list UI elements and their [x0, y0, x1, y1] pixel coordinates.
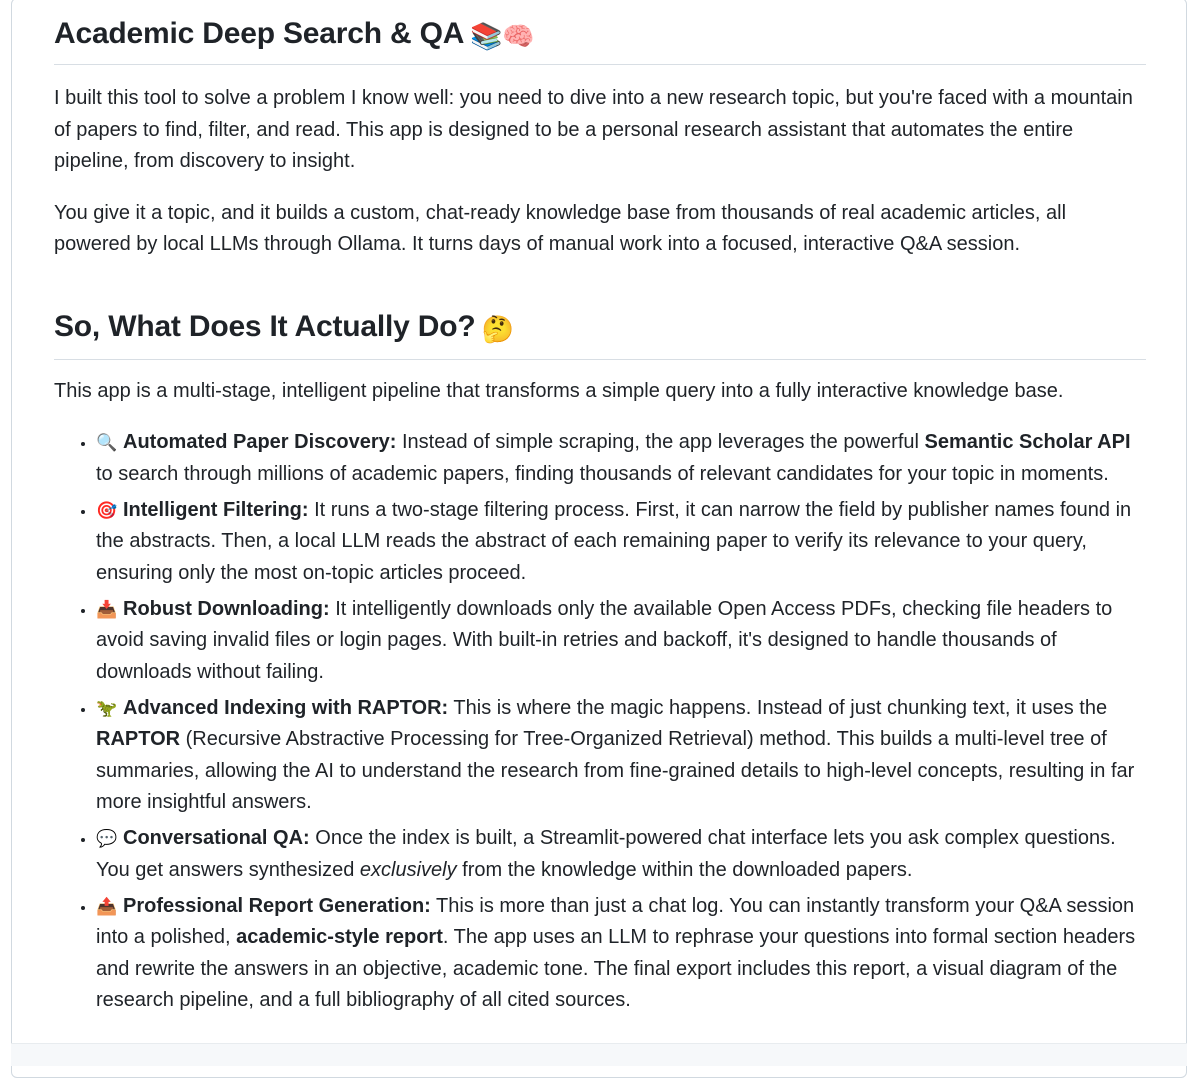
feature-title: Conversational QA:: [123, 827, 310, 849]
feature-title: Robust Downloading:: [123, 597, 330, 620]
books-brain-emoji-icon: 📚🧠: [470, 21, 535, 51]
feature-text: Once the index is built, a Streamlit-powered chat interface lets you ask complex questions. You get answers synthesized: [96, 827, 1116, 881]
list-item-filtering: [96, 495, 1146, 590]
feature-italic: exclusively: [359, 858, 457, 881]
speech-bubble-icon: 💬: [96, 829, 118, 848]
list-item-raptor-indexing: [96, 693, 1146, 819]
feature-emphasis: Semantic Scholar API: [924, 431, 1131, 453]
inbox-tray-icon: 📥: [96, 599, 118, 619]
list-item-report-generation: [96, 891, 1146, 1017]
list-item-downloading: [96, 594, 1146, 689]
feature-title: Automated Paper Discovery:: [123, 431, 397, 453]
dinosaur-icon: 🦖: [96, 698, 118, 718]
feature-list: [54, 427, 1146, 1017]
feature-text: It runs a two-stage filtering process. First, it can narrow the field by publisher names found in the abstracts. Then, a local LLM reads the abstract of each remaining paper to verify its relevance to your query, ensuring only the most on-topic articles proceed.: [96, 498, 1132, 584]
list-item-paper-discovery: [96, 427, 1146, 490]
feature-text: (Recursive Abstractive Processing for Tree-Organized Retrieval) method. This builds a multi-level tree of summaries, allowing the AI to understand the research from fine-grained details to high-level concepts, resulting in far more insightful answers.: [96, 728, 1135, 813]
feature-text: This is more than just a chat log. You can instantly transform your Q&A session into a polished,: [96, 894, 1135, 948]
intro-paragraph-1: I built this tool to solve a problem I know well: you need to dive into a new research topic, but you're faced with a mountain of papers to find, filter, and read. This app is designed to be a personal research assistant that automates the entire pipeline, from discovery to insight.: [54, 87, 1133, 172]
feature-text: to search through millions of academic papers, finding thousands of relevant candidates for your topic in moments.: [96, 462, 1109, 485]
feature-text: It intelligently downloads only the available Open Access PDFs, checking file headers to avoid saving invalid files or login pages. With built-in retries and backoff, it's designed to handle thousands of downloads without failing.: [96, 597, 1113, 683]
feature-text: Instead of simple scraping, the app leverages the powerful: [396, 431, 925, 453]
feature-emphasis: academic-style report: [236, 926, 443, 948]
feature-title: Advanced Indexing with RAPTOR:: [123, 696, 449, 719]
feature-title: Professional Report Generation:: [123, 894, 431, 917]
feature-text: . The app uses an LLM to rephrase your questions into formal section headers and rewrite the answers in an objective, academic tone. The final export includes this report, a visual diagram of the research pipeline, and a full bibliography of all cited sources.: [96, 926, 1136, 1011]
outbox-tray-icon: 📤: [96, 896, 118, 916]
feature-emphasis: RAPTOR: [96, 728, 181, 750]
section-heading-text: So, What Does It Actually Do?: [54, 309, 476, 343]
feature-title: Intelligent Filtering:: [123, 498, 309, 521]
bottom-edge: [11, 1043, 1187, 1066]
list-item-conversational-qa: [96, 823, 1146, 886]
page-title: [54, 0, 1146, 65]
feature-text: This is where the magic happens. Instead of just chunking text, it uses the: [448, 696, 1108, 719]
feature-text: from the knowledge within the downloaded papers.: [456, 858, 913, 881]
magnifier-icon: 🔍: [96, 433, 118, 452]
target-icon: 🎯: [96, 500, 118, 520]
thinking-face-icon: 🤔: [481, 313, 514, 344]
intro-paragraph-2: You give it a topic, and it builds a custom, chat-ready knowledge base from thousands of real academic articles, all powered by local LLMs through Ollama. It turns days of manual work into a focused, interactive Q&A session.: [54, 201, 1067, 255]
section-heading: [54, 281, 1146, 360]
readme-article: [54, 0, 1146, 1021]
section-lead: This app is a multi-stage, intelligent pipeline that transforms a simple query into a fully interactive knowledge base.: [54, 379, 1064, 402]
page-title-text: Academic Deep Search & QA: [54, 17, 465, 50]
